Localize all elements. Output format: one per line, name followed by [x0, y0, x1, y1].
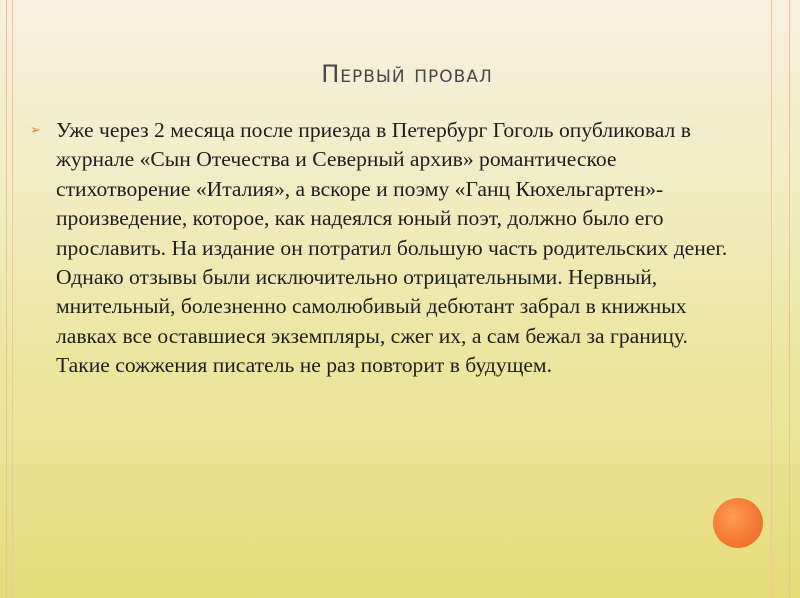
slide-body	[30, 116, 746, 381]
bullet-text: Уже через 2 месяца после приезда в Петербург Гоголь опубликовал в журнале «Сын Отечества и Северный архив» романтическое стихотворение «Италия», а вскоре и поэму «Ганц Кюхельгартен»- произведение, которое, как надеялся юный поэт, должно было его прославить. На издание он потратил большую часть родительских денег. Однако отзывы были исключительно отрицательными. Нервный, мнительный, болезненно самолюбивый дебютант забрал в книжных лавках все оставшиеся экземпляры, сжег их, а сам бежал за границу. Такие сожжения писатель не раз повторит в будущем.	[56, 118, 728, 378]
accent-circle	[713, 498, 763, 548]
bullet-item	[30, 116, 746, 381]
slide-title: Первый провал	[321, 60, 493, 88]
arrow-bullet-icon: ➢	[30, 123, 41, 138]
